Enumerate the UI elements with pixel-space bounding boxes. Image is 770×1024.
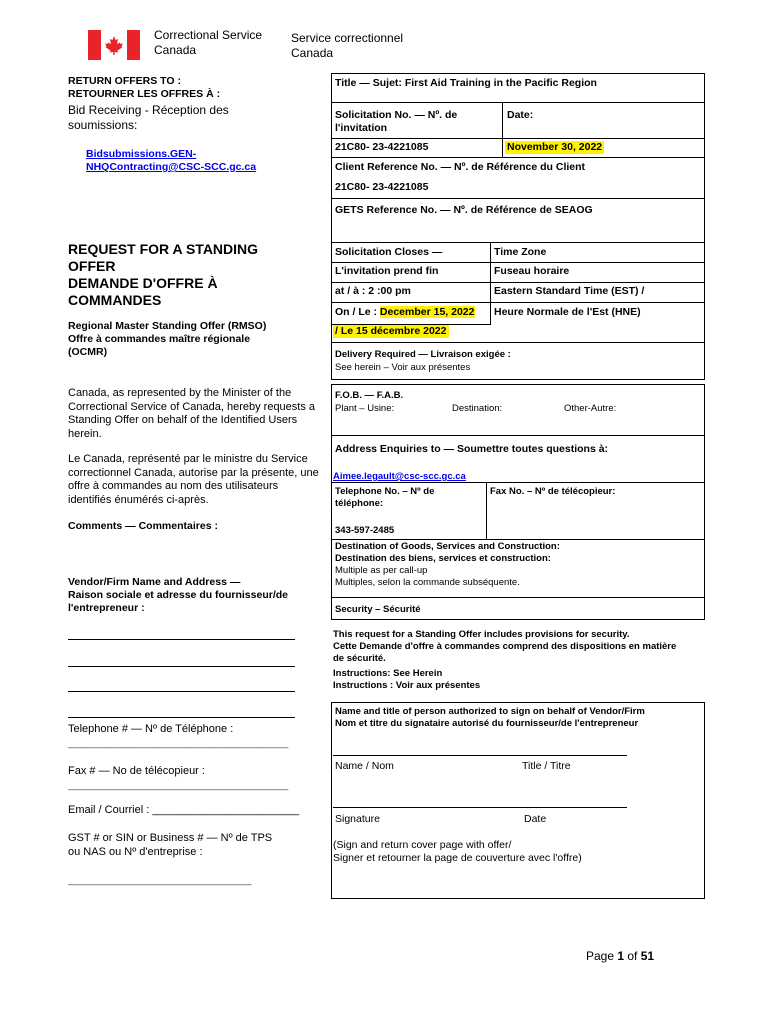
solicitation-no-label: Solicitation No. — Nº. de l'invitation: [335, 109, 458, 134]
closes-label-en: Solicitation Closes —: [335, 246, 443, 258]
canada-statement-fr: Le Canada, représenté par le ministre du Service correctionnel Canada, autorise par la présente, une offre à commandes au nom des utilisateurs identifiés énumérés ci-après.: [68, 453, 319, 506]
title-label: Title / Titre: [522, 760, 571, 772]
closes-date: On / Le : December 15, 2022: [335, 306, 475, 318]
enquiries-label: Address Enquiries to — Soumettre toutes questions à:: [335, 443, 609, 455]
vendor-address-line-2[interactable]: [68, 666, 295, 667]
time-zone-value-fr: Heure Normale de l'Est (HNE): [494, 306, 641, 318]
gets-ref-label: GETS Reference No. — Nº. de Référence de SEAOG: [335, 204, 593, 216]
name-label: Name / Nom: [335, 760, 394, 772]
date-label: Date:: [507, 109, 534, 121]
signature-date-label: Date: [524, 813, 547, 825]
client-ref-value: 21C80- 23-4221085: [335, 181, 429, 193]
delivery-label: Delivery Required — Livraison exigée :: [335, 349, 511, 360]
signature-label: Signature: [335, 813, 380, 825]
security-label: Security – Sécurité: [335, 604, 421, 615]
instructions-label: Instructions: See Herein Instructions : Voir aux présentes: [333, 668, 481, 691]
signer-label: Name and title of person authorized to sign on behalf of Vendor/Firm Nom et titre du signataire autorisé du fournisseur/de l'entrepreneur: [335, 706, 645, 729]
fax-no-label: Fax No. – Nº de télécopieur:: [490, 486, 616, 497]
canada-flag-logo: [88, 30, 140, 60]
dept-name-fr: Service correctionnel Canada: [291, 31, 404, 60]
closes-time: at / à : 2 :00 pm: [335, 285, 411, 297]
bid-receiving-label: Bid Receiving - Réception des soumissions:: [68, 103, 229, 132]
destination-label: Destination of Goods, Services and Construction: Destination des biens, services et construction:: [335, 541, 560, 564]
fob-label: F.O.B. — F.A.B.: [335, 390, 404, 401]
client-ref-label: Client Reference No. — Nº. de Référence du Client: [335, 161, 586, 173]
solicitation-info-box: [331, 73, 705, 243]
fax-label: Fax # — No de télécopieur :: [68, 765, 205, 777]
email-field[interactable]: Email / Courriel : ________________________: [68, 804, 300, 816]
telephone-no-label: Telephone No. – Nº de téléphone:: [335, 486, 435, 509]
document-title: REQUEST FOR A STANDING OFFER DEMANDE D'OFFRE À COMMANDES: [68, 241, 259, 308]
security-text: This request for a Standing Offer includes provisions for security. Cette Demande d'offre à commandes comprend des dispositions en matière de sécurité.: [333, 629, 677, 664]
signature-box: [331, 702, 705, 899]
gst-label: GST # or SIN or Business # — Nº de TPS ou NAS ou Nº d'entreprise :: [68, 832, 273, 858]
canada-statement-en: Canada, as represented by the Minister of the Correctional Service of Canada, hereby requests a Standing Offer on behalf of the Identified Users herein.: [68, 387, 316, 440]
delivery-value: See herein – Voir aux présentes: [335, 362, 471, 373]
rmso-label: Regional Master Standing Offer (RMSO) Offre à commandes maître régionale (OCMR): [68, 320, 267, 358]
vendor-address-line-4[interactable]: [68, 717, 295, 718]
sign-return-note: (Sign and return cover page with offer/ Signer et retourner la page de couverture avec l'offre): [333, 839, 582, 864]
time-zone-label-fr: Fuseau horaire: [494, 265, 570, 277]
page-number: Page 1 of 51: [586, 949, 655, 963]
fob-other: Other-Autre:: [564, 403, 617, 414]
telephone-field[interactable]: ____________________________________: [68, 737, 289, 749]
time-zone-label-en: Time Zone: [494, 246, 547, 258]
enquiries-email-link[interactable]: Aimee.legault@csc-scc.gc.ca: [333, 471, 466, 482]
time-zone-value-en: Eastern Standard Time (EST) /: [494, 285, 645, 297]
fob-plant: Plant – Usine:: [335, 403, 395, 414]
dept-name-en: Correctional Service Canada: [154, 28, 263, 57]
gst-field[interactable]: ______________________________: [68, 874, 252, 886]
fax-field[interactable]: ____________________________________: [68, 779, 289, 791]
closes-label-fr: L'invitation prend fin: [335, 265, 439, 277]
closes-date-fr: / Le 15 décembre 2022: [335, 325, 447, 337]
vendor-address-line-1[interactable]: [68, 639, 295, 640]
name-title-field[interactable]: [333, 755, 627, 756]
telephone-label: Telephone # — Nº de Téléphone :: [68, 723, 234, 735]
destination-value: Multiple as per call-up Multiples, selon la commande subséquente.: [335, 565, 520, 588]
comments-label: Comments — Commentaires :: [68, 520, 218, 532]
telephone-no-value: 343-597-2485: [335, 525, 395, 536]
vendor-name-label: Vendor/Firm Name and Address — Raison sociale et adresse du fournisseur/de l'entrepreneur :: [68, 576, 288, 614]
return-offers-label: RETURN OFFERS TO : RETOURNER LES OFFRES À :: [68, 75, 221, 100]
title-subject: Title — Sujet: First Aid Training in the Pacific Region: [335, 77, 597, 89]
vendor-address-line-3[interactable]: [68, 691, 295, 692]
bid-submission-email-link[interactable]: Bidsubmissions.GEN- NHQContracting@CSC-SCC.gc.ca: [86, 148, 257, 173]
maple-leaf-icon: [104, 35, 124, 55]
date-value: November 30, 2022: [507, 141, 603, 153]
signature-field[interactable]: [333, 807, 627, 808]
fob-destination: Destination:: [452, 403, 503, 414]
solicitation-no-value: 21C80- 23-4221085: [335, 141, 429, 153]
